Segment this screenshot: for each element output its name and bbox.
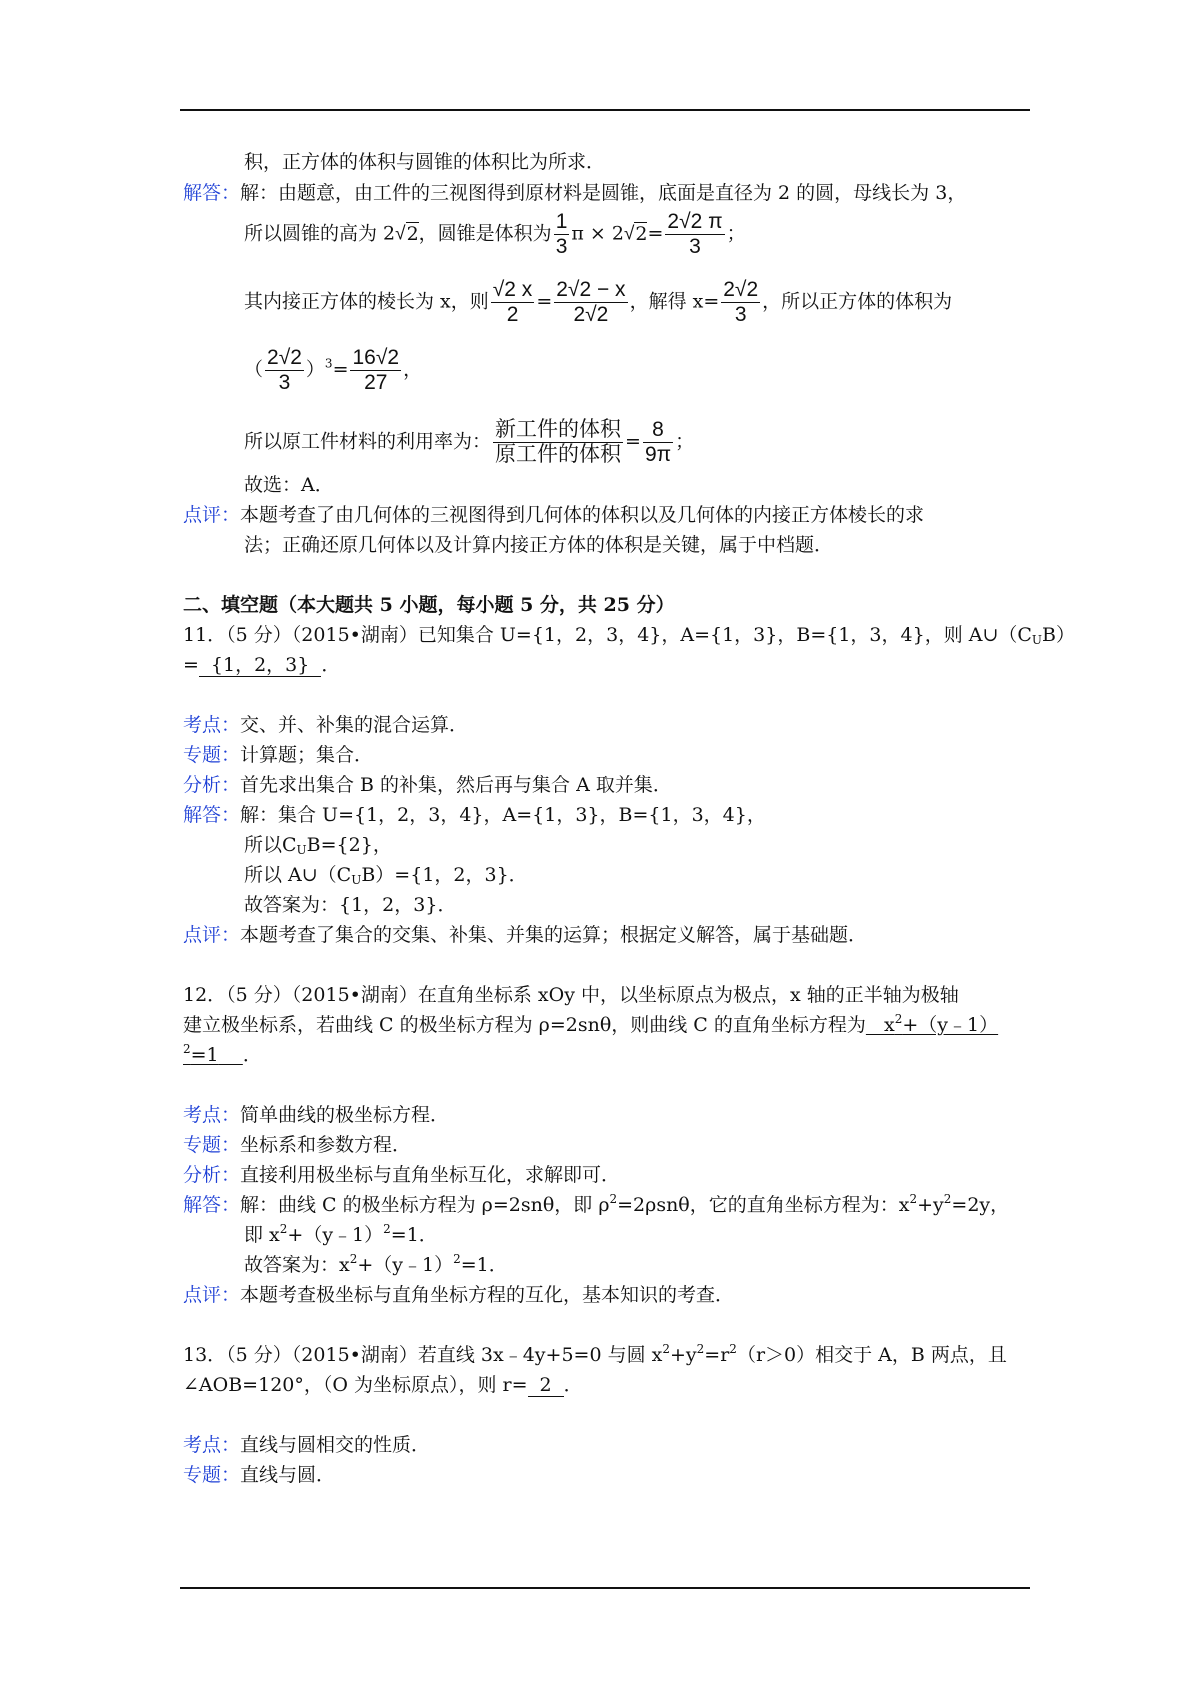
q10-analysis-tail: 积，正方体的体积与圆锥的体积比为所求． [244, 151, 606, 173]
sqrt-symbol: √ [395, 223, 406, 245]
text: 交、并、补集的混合运算． [240, 714, 469, 736]
fraction: $\frac{16√2}{27}$ [352, 346, 400, 394]
comment-tag: 点评： [183, 924, 241, 946]
text: ） [305, 358, 325, 381]
fraction: $\frac{1}{3}$ [555, 210, 568, 258]
q13-kaodian: 考点：直线与圆相交的性质． [183, 1434, 431, 1456]
text: ； [726, 222, 746, 245]
text: ，解得 x= [629, 290, 720, 313]
equals: = [536, 290, 553, 313]
text: 所以圆锥的高为 2 [244, 222, 396, 245]
q13-zhuanti: 专题：直线与圆． [183, 1464, 336, 1486]
footer-rule [180, 1587, 1030, 1589]
text: ； [675, 430, 695, 453]
q11-dianping [183, 923, 867, 947]
kaodian-tag: 考点： [183, 1434, 241, 1456]
answer-blank: {1，2，3} [199, 654, 321, 677]
text: B） [1042, 624, 1075, 646]
equals: = [183, 654, 199, 676]
equals: = [625, 430, 641, 453]
q11-stem-line1 [183, 623, 1075, 647]
answer-blank: 2 [528, 1374, 564, 1397]
q12-dianping: 点评：本题考查极坐标与直角坐标方程的互化，基本知识的考查． [183, 1284, 735, 1306]
q11-jieda-line1 [183, 803, 766, 827]
fenxi-tag: 分析： [183, 1164, 241, 1186]
kaodian-tag: 考点： [183, 714, 241, 736]
fraction: $\frac{√2 x}{2}$ [492, 278, 533, 326]
q10-solution-line1 [183, 181, 966, 205]
comment-tag: 点评： [183, 504, 241, 526]
text: ， [403, 358, 423, 381]
comment-text: 本题考查了由几何体的三视图得到几何体的体积以及几何体的内接正方体棱长的求 [240, 504, 925, 526]
solution-tag: 解答： [183, 1194, 241, 1216]
solution-text: 解：由题意，由工件的三视图得到原材料是圆锥，底面是直径为 2 的圆，母线长为 3， [240, 182, 967, 204]
fraction: $\frac{2√2}{3}$ [267, 346, 302, 394]
subscript: U [1031, 633, 1043, 647]
q12-stem-line1: 12．（5 分）（2015•湖南）在直角坐标系 xOy 中，以坐标原点为极点，x 轴的正半轴为极轴 [183, 984, 959, 1006]
q13-stem-line1: 13．（5 分）（2015•湖南）若直线 3x﹣4y+5=0 与圆 $x^2+y^2=r^2(r>0)$相交于 A，B 两点，且 [183, 1342, 1007, 1366]
kaodian-tag: 考点： [183, 1104, 241, 1126]
q10-solution-line5 [244, 418, 694, 467]
q10-comment-line1 [183, 503, 924, 527]
q12-jieda-line3: 故答案为：$x^2+(y﹣1)^2=1$． [244, 1252, 508, 1276]
q10-comment-line2: 法；正确还原几何体以及计算内接正方体的体积是关键，属于中档题． [244, 534, 834, 556]
text: 本题考查了集合的交集、补集、并集的运算；根据定义解答，属于基础题． [240, 924, 868, 946]
fraction: $\frac{8}{9\pi}$ [644, 418, 672, 466]
text: ． [321, 654, 341, 676]
q11-jieda-line4: 故答案为：{1，2，3}． [244, 894, 457, 916]
zhuanti-tag: 专题： [183, 1134, 241, 1156]
text: 首先求出集合 B 的补集，然后再与集合 A 取并集． [240, 774, 672, 796]
q11-jieda-line3: 所以 $A\cup(C_UB)=\{1$，2，3}． [244, 864, 528, 887]
text: ，所以正方体的体积为 [762, 290, 953, 313]
q12-fenxi: 分析：直接利用极坐标与直角坐标互化，求解即可． [183, 1164, 621, 1186]
q12-stem-line2: 建立极坐标系，若曲线 C 的极坐标方程为 ρ=2snθ，则曲线 C 的直角坐标方程为 $x^2+(y﹣1)$ [183, 1012, 999, 1036]
text: 解：集合 U={1，2，3，4}，A={1，3}，B={1，3，4}， [240, 804, 766, 826]
q12-stem-line3: $^2$=1 ． [183, 1042, 262, 1066]
text: ，圆锥是体积为 [418, 222, 552, 245]
q10-solution-line2 [244, 210, 746, 259]
q11-fenxi [183, 773, 672, 797]
q11-kaodian [183, 713, 468, 737]
exponent: 3 [324, 356, 333, 371]
text: （ [244, 358, 264, 381]
fraction: $\frac{\text{新工件的体积}}{\text{原工件的体积}}$ [495, 418, 622, 466]
q12-jieda-line2: 即 $x^2+(y﹣1)^2=1$． [244, 1222, 438, 1246]
fenxi-tag: 分析： [183, 774, 241, 796]
q10-solution-line3 [244, 278, 952, 327]
q12-zhuanti: 专题：坐标系和参数方程． [183, 1134, 412, 1156]
text: 其内接正方体的棱长为 x，则 [244, 290, 489, 313]
q11-zhuanti [183, 743, 373, 767]
text: π × 2 [571, 222, 624, 245]
q13-stem-line2: ∠AOB=120°，（O 为坐标原点），则 r= 2 ． [183, 1374, 583, 1396]
comment-tag: 点评： [183, 1284, 241, 1306]
zhuanti-tag: 专题： [183, 1464, 241, 1486]
fraction: $\frac{2√2 \pi}{3}$ [667, 210, 723, 258]
text: 所以原工件材料的利用率为： [244, 430, 492, 453]
text: 计算题；集合． [240, 744, 374, 766]
q12-kaodian: 考点：简单曲线的极坐标方程． [183, 1104, 450, 1126]
q11-jieda-line2: 所以$C_UB=\{2\}$， [244, 834, 392, 857]
q10-choice: 故选：A． [244, 474, 334, 496]
solution-tag: 解答： [183, 804, 241, 826]
answer-part2: $^2$=1 [183, 1042, 219, 1066]
radicand: 2 [406, 222, 419, 245]
q10-solution-line4 [244, 346, 422, 395]
fraction: $\frac{2√2}{3}$ [723, 278, 759, 326]
solution-tag: 解答： [183, 182, 241, 204]
section-heading: 二、填空题（本大题共 5 小题，每小题 5 分，共 25 分） [183, 594, 675, 616]
q11-stem-line2 [183, 653, 340, 677]
equals: = [647, 222, 664, 245]
zhuanti-tag: 专题： [183, 744, 241, 766]
text: 11．（5 分）（2015•湖南）已知集合 U={1，2，3，4}，A={1，3}，B={1，3，4}，则 A∪（C [183, 624, 1032, 646]
fraction: $\frac{2√2 - x}{2√2}$ [556, 278, 626, 326]
radicand: 2 [635, 222, 648, 245]
header-rule [180, 109, 1030, 111]
sqrt-symbol: √ [623, 223, 635, 245]
answer-part1: $x^2+(y﹣1)$ [884, 1012, 999, 1036]
q12-jieda-line1: 解答：解：曲线 C 的极坐标方程为 ρ=2snθ，即 $\rho^2=2\rho sn\theta$，它的直角坐标方程为：$x^2+y^2=2y$， [183, 1192, 1010, 1216]
equals: = [332, 358, 349, 381]
